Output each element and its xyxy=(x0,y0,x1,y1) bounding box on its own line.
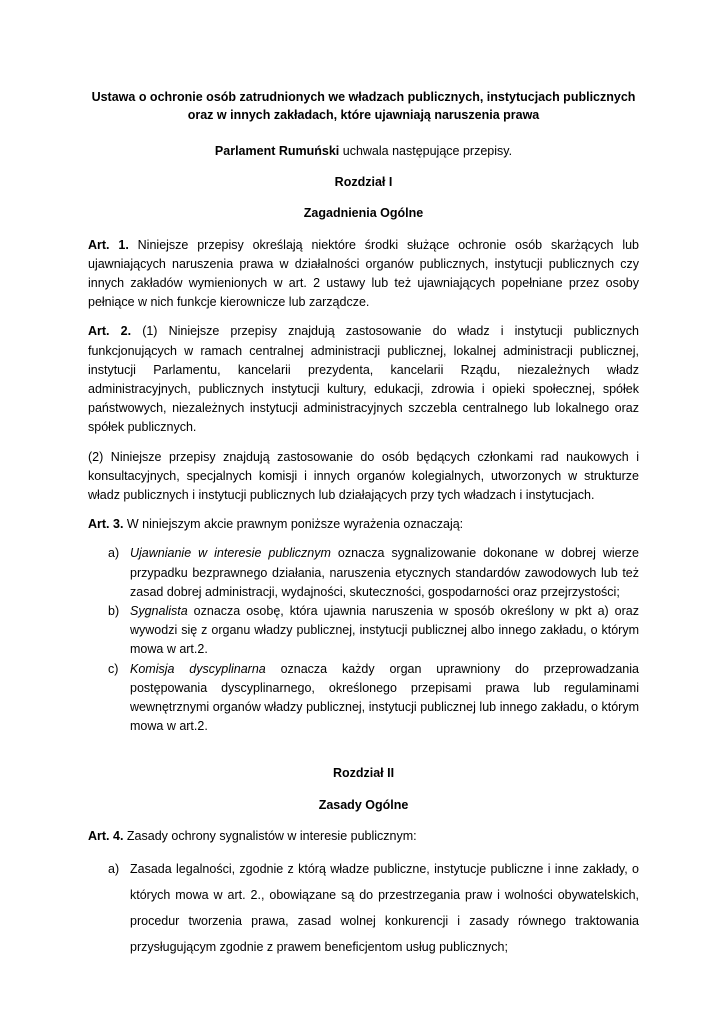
article-1-label: Art. 1. xyxy=(88,237,129,252)
principle-text: Zasada legalności, zgodnie z którą władze publiczne, instytucje publiczne i inne zakłady, o których mowa w art. 2., obowiązane są do przestrzegania praw i wolności obywatelskich, procedur tworzenia prawa, zasad wolnej konkurencji i zasady równego traktowania przysługującym zgodnie z prawem beneficjentom usług publicznych; xyxy=(130,862,639,955)
article-3-label: Art. 3. xyxy=(88,517,124,532)
definition-term: Sygnalista xyxy=(130,604,188,619)
chapter-1-label: Rozdział I xyxy=(334,175,393,190)
chapter-1-title: Zagadnienia Ogólne xyxy=(303,206,424,221)
definition-item xyxy=(88,660,639,737)
principle-item xyxy=(88,856,639,960)
article-2-label: Art. 2. xyxy=(88,324,132,339)
chapter-2-label: Rozdział II xyxy=(332,766,395,781)
chapter-2-title: Zasady Ogólne xyxy=(318,797,409,812)
article-2-text-1: (1) Niniejsze przepisy znajdują zastosowanie do władz i instytucji publicznych funkcjonujących w ramach centralnej administracji publicznej, lokalnej administracji publicznej, instytucji Parlamentu, kancelarii prezydenta, kancelarii Rządu, niezależnych władz administracyjnych, publicznych instytucji kultury, edukacji, zdrowia i opieki społecznej, spółek państwowych, niezależnych instytucji administracyjnych szczebla centralnego lub lokalnego oraz spółek publicznych. xyxy=(88,324,639,435)
article-1-text: Niniejsze przepisy określają niektóre środki służące ochronie osób skarżących lub ujawniających naruszenia prawa w działalności organów publicznych, instytucji publicznych czy innych zakładów wymienionych w art. 2 ustawy lub też ujawniających popełniane przez osoby pełniące w nich funkcje kierownicze lub zarządcze. xyxy=(88,237,639,310)
article-2-para-2: (2) Niniejsze przepisy znajdują zastosowanie do osób będących członkami rad naukowych i konsultacyjnych, specjalnych komisji i innych organów kolegialnych, utworzonych w strukturze władz publicznych i instytucji publicznych lub działających przy tych władzach i instytucjach. xyxy=(88,449,639,503)
article-4-intro xyxy=(88,827,639,846)
definition-item xyxy=(88,602,639,660)
principle-marker: a) xyxy=(108,862,120,877)
article-4-principles xyxy=(88,856,639,960)
preamble xyxy=(88,142,639,161)
article-3-intro-text: W niniejszym akcie prawnym poniższe wyrażenia oznaczają: xyxy=(123,517,464,532)
article-2-para-1 xyxy=(88,322,639,437)
definition-marker: b) xyxy=(108,604,120,619)
article-4-intro-text: Zasady ochrony sygnalistów w interesie publicznym: xyxy=(123,828,417,843)
definition-term: Komisja dyscyplinarna xyxy=(130,661,266,676)
definition-text: oznacza każdy organ uprawniony do przeprowadzania postępowania dyscyplinarnego, określonego przepisami prawa lub regulaminami wewnętrznymi organów władzy publicznej, instytucji publicznej lub innego zakładu, o którym mowa w art.2. xyxy=(130,661,639,734)
preamble-parliament: Parlament Rumuński xyxy=(214,144,340,158)
spacer xyxy=(88,746,639,764)
preamble-text: uchwala następujące przepisy. xyxy=(339,144,513,158)
article-3-definitions xyxy=(88,544,639,736)
article-4-label: Art. 4. xyxy=(88,828,124,843)
definition-text: oznacza osobę, która ujawnia naruszenia w sposób określony w pkt a) oraz wywodzi się z organu władzy publicznej, instytucji publicznej albo innego zakładu, o którym mowa w art.2. xyxy=(130,604,639,657)
definition-text: oznacza sygnalizowanie dokonane w dobrej wierze przypadku bezprawnego działania, naruszenia etycznych standardów zawodowych lub też zasad dobrej administracji, wydajności, skuteczności, gospodarności oraz przejrzystości; xyxy=(130,546,639,599)
article-3-intro xyxy=(88,515,639,534)
definition-marker: a) xyxy=(108,546,120,561)
document-title: Ustawa o ochronie osób zatrudnionych we władzach publicznych, instytucjach publicznych oraz w innych zakładach, które ujawniają naruszenia prawa xyxy=(91,90,636,122)
article-1 xyxy=(88,236,639,313)
definition-marker: c) xyxy=(108,661,119,676)
definition-term: Ujawnianie w interesie publicznym xyxy=(130,546,331,561)
definition-item xyxy=(88,544,639,602)
